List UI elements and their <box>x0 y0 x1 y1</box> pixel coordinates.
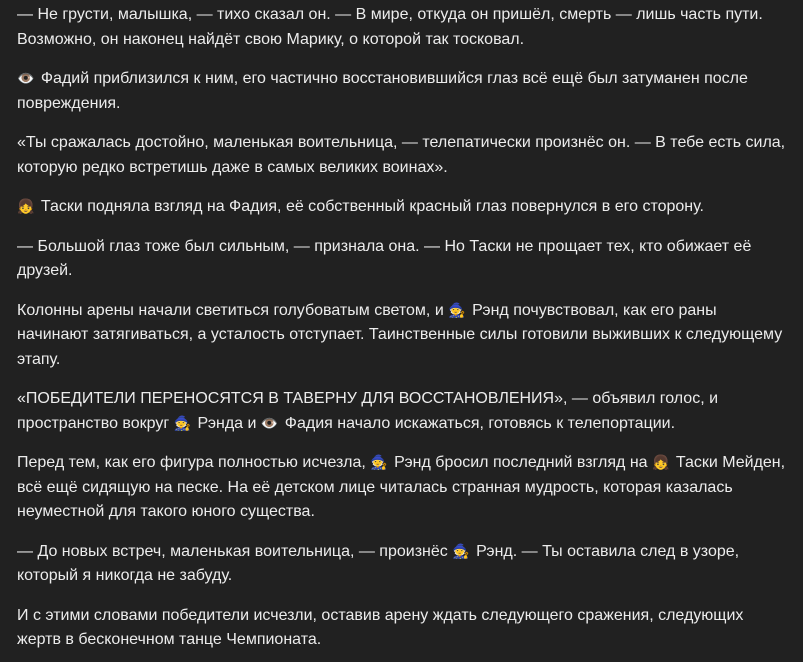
paragraph-text: Колонны арены начали светиться голубоватым светом, и <box>17 301 449 319</box>
paragraph-text: — Не грусти, малышка, — тихо сказал он. — В мире, откуда он пришёл, смерть — лишь часть пути. Возможно, он наконец найдёт свою Марику, о которой так тосковал. <box>17 6 763 48</box>
eye-emoji: 👁️ <box>260 415 279 432</box>
story-paragraph <box>17 451 786 525</box>
paragraph-text: Рэнда и <box>193 414 261 432</box>
girl-emoji: 👧 <box>17 199 35 215</box>
paragraph-text: — Большой глаз тоже был сильным, — признала она. — Но Таски не прощает тех, кто обижает её друзей. <box>17 237 752 279</box>
wizard-emoji: 🧙 <box>448 302 466 319</box>
eye-emoji: 👁️ <box>17 71 35 87</box>
story-paragraph <box>17 387 786 436</box>
paragraph-text: Рэнд. — Ты оставила след в узоре, который я никогда не забуду. <box>17 542 740 584</box>
paragraph-text: Рэнд почувствовал, как его раны начинают затягиваться, а усталость отступает. Таинственные силы готовили выживших к следующему этапу. <box>17 301 783 368</box>
wizard-emoji: 🧙 <box>452 543 470 560</box>
paragraph-text: Фадий приблизился к ним, его частично восстановившийся глаз всё ещё был затуманен после повреждения. <box>17 70 748 112</box>
paragraph-text: — До новых встреч, маленькая воительница, — произнёс <box>17 542 453 560</box>
paragraph-text: Таски подняла взгляд на Фадия, её собственный красный глаз повернулся в его сторону. <box>36 198 704 215</box>
paragraph-text: И с этими словами победители исчезли, оставив арену ждать следующего сражения, следующих жертв в бесконечном танце Чемпионата. <box>17 606 744 648</box>
story-paragraph <box>17 195 786 220</box>
story-paragraph <box>17 604 786 653</box>
paragraph-text: Рэнд бросил последний взгляд на <box>389 454 652 471</box>
paragraph-text: «Ты сражалась достойно, маленькая воительница, — телепатически произнёс он. — В тебе есть сила, которую редко встретишь даже в самых великих воинах». <box>17 134 786 176</box>
paragraph-text: Фадия начало искажаться, готовясь к телепортации. <box>280 414 676 432</box>
story-paragraph <box>17 299 786 373</box>
girl-emoji: 👧 <box>652 455 670 471</box>
story-paragraph <box>17 67 786 116</box>
story-paragraph <box>17 540 786 589</box>
paragraph-text: Таски Мейден, всё ещё сидящую на песке. На её детском лице читалась странная мудрость, которая казалась неуместной для такого юного существа. <box>17 454 786 520</box>
paragraph-text: Перед тем, как его фигура полностью исчезла, <box>17 454 371 471</box>
story-paragraph <box>17 235 786 284</box>
story-paragraph <box>17 3 786 52</box>
paragraph-text: «ПОБЕДИТЕЛИ ПЕРЕНОСЯТСЯ В ТАВЕРНУ ДЛЯ ВОССТАНОВЛЕНИЯ», — объявил голос, и пространство вокруг <box>17 390 719 432</box>
wizard-emoji: 🧙 <box>173 415 192 432</box>
story-paragraph <box>17 131 786 180</box>
wizard-emoji: 🧙 <box>370 455 388 471</box>
